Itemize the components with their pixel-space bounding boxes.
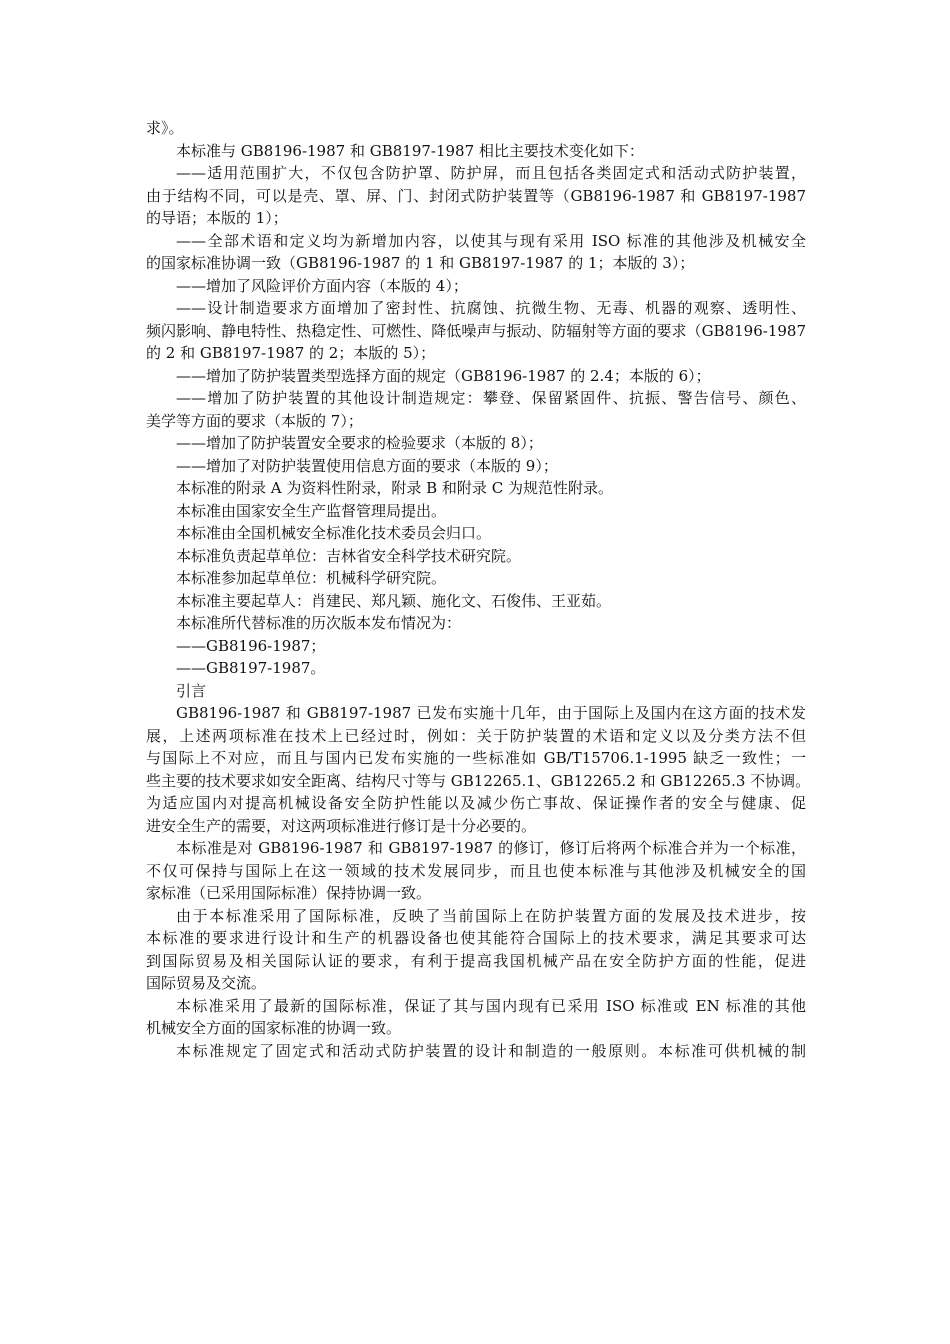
text-line: 由于结构不同，可以是壳、罩、屏、门、封闭式防护装置等（GB8196-1987 和 GB8197-1987: [146, 186, 806, 205]
text-line: 本标准的附录 A 为资料性附录，附录 B 和附录 C 为规范性附录。: [176, 479, 613, 497]
document-page: [146, 117, 811, 1062]
text-line: 为适应国内对提高机械设备安全防护性能以及减少伤亡事故、保证操作者的安全与健康、促: [146, 794, 806, 812]
text-line: 展，上述两项标准在技术上已经过时，例如：关于防护装置的术语和定义以及分类方法不但: [146, 726, 806, 745]
text-line: 与国际上不对应，而且与国内已发布实施的一些标准如 GB/T15706.1-1995 缺乏一致性；一: [146, 749, 806, 767]
text-line: 本标准规定了固定式和活动式防护装置的设计和制造的一般原则。本标准可供机械的制: [176, 1041, 806, 1060]
text-line: ——设计制造要求方面增加了密封性、抗腐蚀、抗微生物、无毒、机器的观察、透明性、: [176, 299, 806, 317]
text-line: ——增加了防护装置类型选择方面的规定（GB8196-1987 的 2.4；本版的 6）；: [176, 366, 711, 385]
text-line: 本标准由国家安全生产监督管理局提出。: [176, 501, 447, 520]
text-line: GB8196-1987 和 GB8197-1987 已发布实施十几年，由于国际上及国内在这方面的技术发: [176, 704, 806, 722]
section-heading: 引言: [176, 681, 207, 700]
text-line: 的 2 和 GB8197-1987 的 2；本版的 5）；: [146, 344, 436, 362]
text-line: 频闪影响、静电特性、热稳定性、可燃性、降低噪声与振动、防辐射等方面的要求（GB8196-1987: [146, 321, 806, 340]
text-line: 进安全生产的需要，对这两项标准进行修订是十分必要的。: [146, 816, 537, 835]
text-line: ——增加了对防护装置使用信息方面的要求（本版的 9）；: [176, 456, 558, 475]
text-line: 美学等方面的要求（本版的 7）；: [146, 411, 363, 430]
text-line: 机械安全方面的国家标准的协调一致。: [146, 1019, 402, 1037]
text-line: 求》。: [146, 119, 184, 137]
text-line: ——增加了防护装置的其他设计制造规定：攀登、保留紧固件、抗振、警告信号、颜色、: [176, 389, 806, 407]
text-line: 本标准是对 GB8196-1987 和 GB8197-1987 的修订，修订后将两个标准合并为一个标准，: [176, 839, 806, 857]
text-line: 到国际贸易及相关国际认证的要求，有利于提高我国机械产品在安全防护方面的性能，促进: [146, 951, 806, 970]
text-line: 的导语；本版的 1）；: [146, 209, 288, 227]
text-line: ——全部术语和定义均为新增加内容，以使其与现有采用 ISO 标准的其他涉及机械安全: [176, 231, 806, 250]
text-line: ——增加了风险评价方面内容（本版的 4）；: [176, 276, 468, 295]
text-line: 不仅可保持与国际上在这一领域的技术发展同步，而且也使本标准与其他涉及机械安全的国: [146, 861, 806, 880]
text-line: 由于本标准采用了国际标准，反映了当前国际上在防护装置方面的发展及技术进步，按: [176, 906, 806, 925]
text-line: 本标准参加起草单位：机械科学研究院。: [176, 569, 447, 587]
text-line: 本标准采用了最新的国际标准，保证了其与国内现有已采用 ISO 标准或 EN 标准的其他: [176, 996, 806, 1015]
text-line: 本标准的要求进行设计和生产的机器设备也使其能符合国际上的技术要求，满足其要求可达: [146, 929, 806, 947]
text-line: 国际贸易及交流。: [146, 974, 267, 992]
text-line: 家标准（已采用国际标准）保持协调一致。: [146, 884, 432, 902]
text-line: 本标准主要起草人：肖建民、郑凡颖、施化文、石俊伟、王亚茹。: [176, 591, 612, 610]
text-line: 本标准由全国机械安全标准化技术委员会归口。: [176, 524, 492, 542]
text-line: 些主要的技术要求如安全距离、结构尺寸等与 GB12265.1、GB12265.2 和 GB12265.3 不协调。: [146, 771, 811, 790]
text-line: ——GB8196-1987；: [176, 636, 326, 655]
text-line: 本标准与 GB8196-1987 和 GB8197-1987 相比主要技术变化如下：: [176, 141, 644, 160]
text-line: ——增加了防护装置安全要求的检验要求（本版的 8）；: [176, 434, 543, 452]
text-line: 的国家标准协调一致（GB8196-1987 的 1 和 GB8197-1987 的 1；本版的 3）；: [146, 254, 695, 272]
text-line: ——适用范围扩大，不仅包含防护罩、防护屏，而且包括各类固定式和活动式防护装置，: [176, 164, 806, 182]
text-line: 本标准所代替标准的历次版本发布情况为：: [176, 614, 462, 632]
text-line: 本标准负责起草单位：吉林省安全科学技术研究院。: [176, 546, 522, 565]
text-line: ——GB8197-1987。: [176, 659, 326, 677]
